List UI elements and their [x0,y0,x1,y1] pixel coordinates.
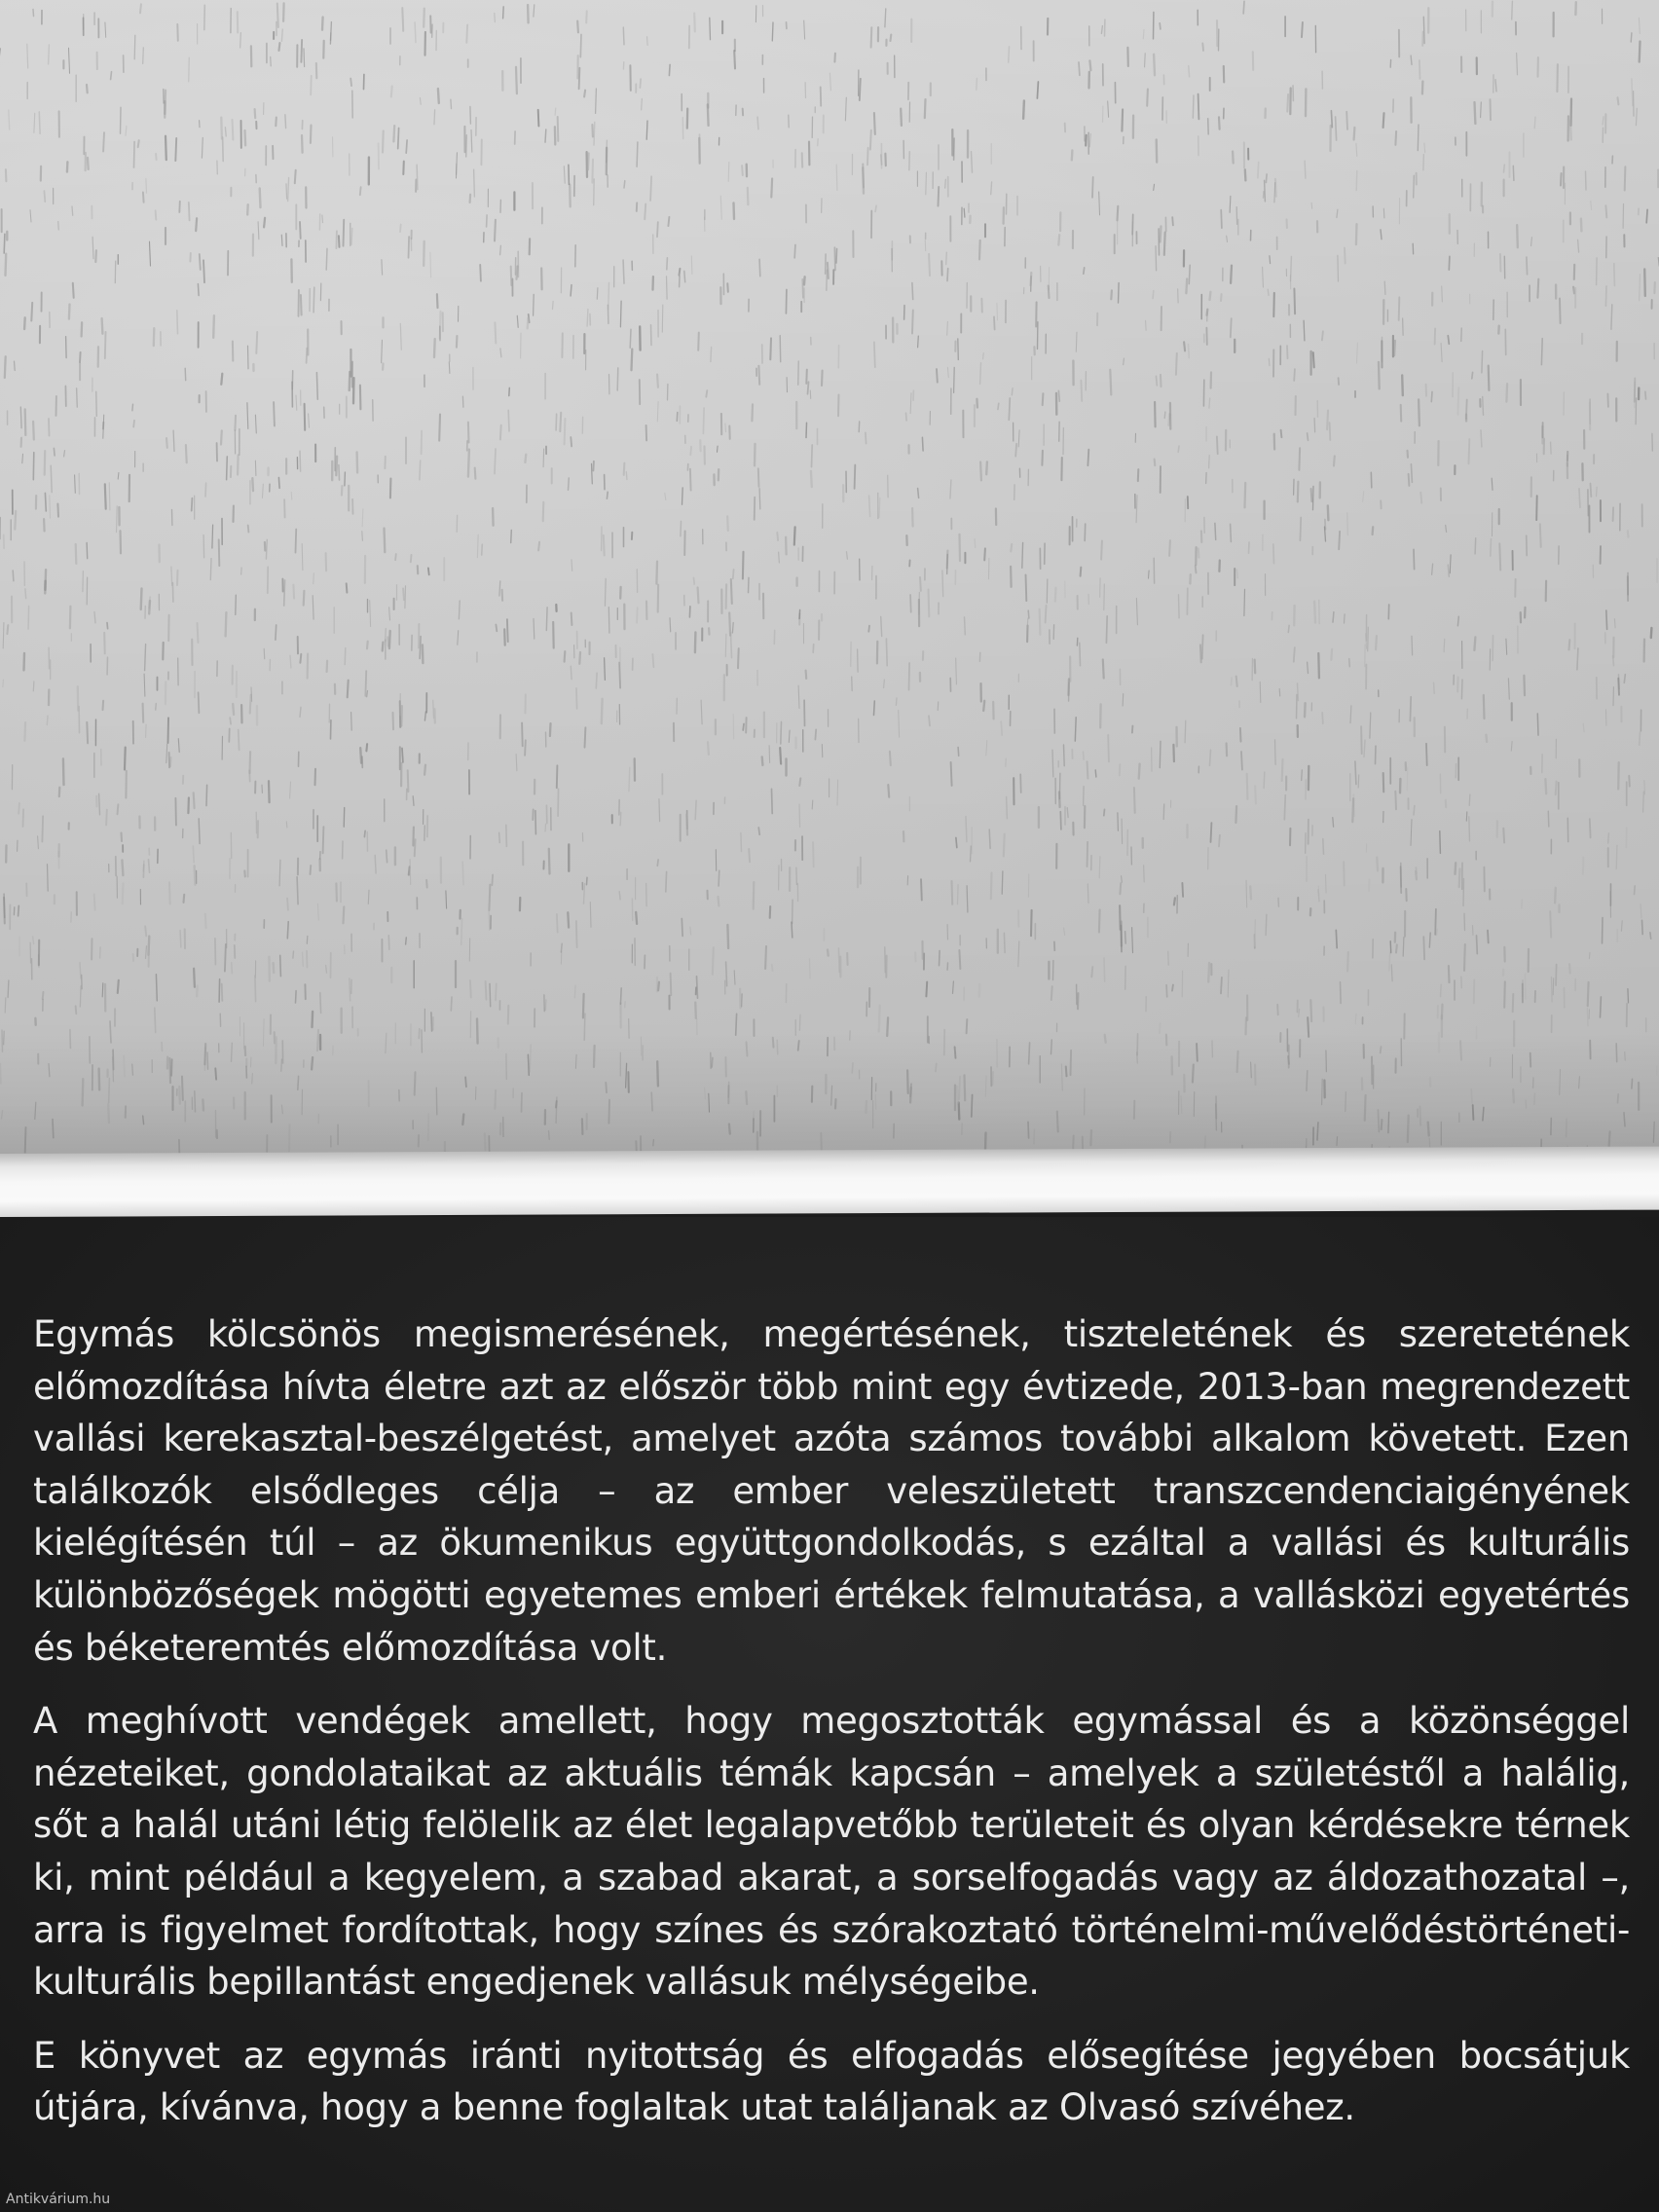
watermark-text: Antikvárium.hu [6,2192,111,2207]
blurb-paragraph-2: A meghívott vendégek amellett, hogy megosztották egymással és a közönséggel nézeteiket, gondolataikat az aktuális témák kapcsán – amelyek a születéstől a halálig, sőt a halál utáni létig felölelik az élet legalapvetőbb területeit és olyan kérdésekre térnek ki, mint például a kegyelem, a szabad akarat, a sorselfogadás vagy az áldozathozatal –, arra is figyelmet fordítottak, hogy színes és szórakoztató történelmi-művelődéstörténeti-kulturális bepillantást engedjenek vallásuk mélységeibe. [33,1700,1630,2004]
blurb-paragraph-3: E könyvet az egymás iránti nyitottság és elfogadás elősegítése jegyében bocsátjuk útjára, kívánva, hogy a benne foglaltak utat találjanak az Olvasó szívéhez. [33,2034,1630,2129]
book-shadow [0,1032,1659,1154]
back-cover-blurb [33,1309,1630,2156]
blurb-paragraph-1: Egymás kölcsönös megismerésének, megértésének, tiszteletének és szeretetének előmozdítása hívta életre azt az először több mint egy évtizede, 2013-ban megrendezett vallási kerekasztal-beszélgetést, amelyet azóta számos további alkalom követett. Ezen találkozók elsődleges célja – az ember veleszületett transzcendenciaigényének kielégítésén túl – az ökumenikus együttgondolkodás, s ezáltal a vallási és kulturális különbözőségek mögötti egyetemes emberi értékek felmutatása, a vallásközi egyetértés és béketeremtés előmozdítása volt. [33,1313,1630,1669]
book-page-edge [0,1147,1659,1217]
